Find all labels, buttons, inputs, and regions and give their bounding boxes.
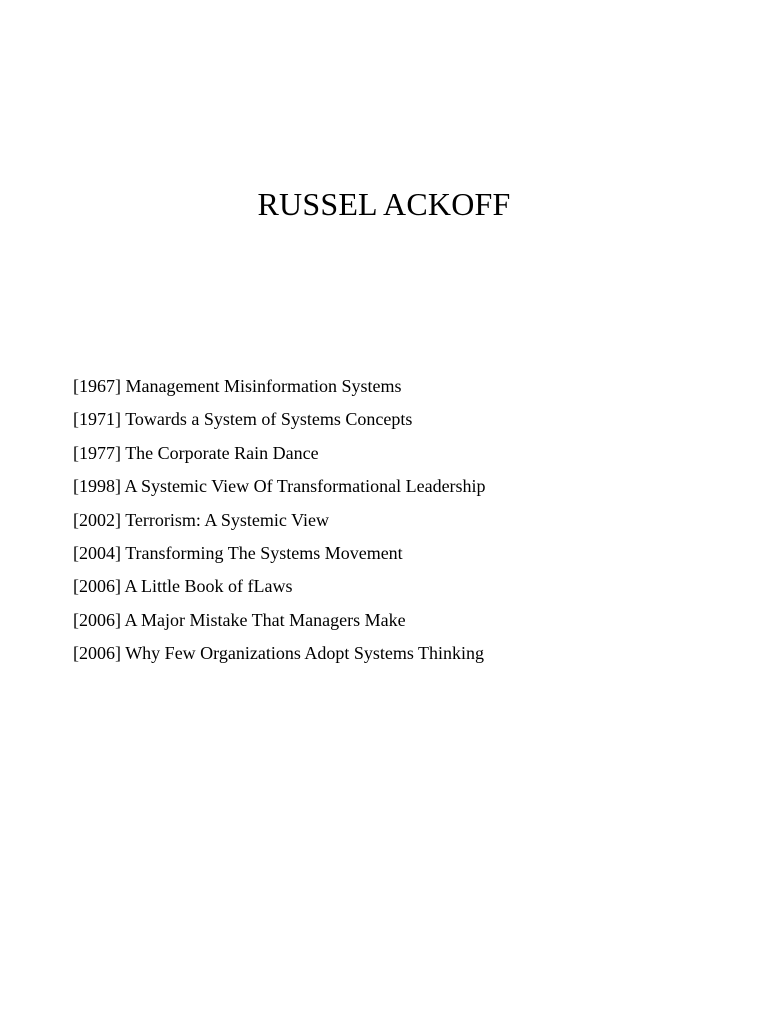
work-year: [1998] xyxy=(73,476,121,497)
page-title: RUSSEL ACKOFF xyxy=(257,186,511,222)
list-item xyxy=(73,504,486,537)
work-title: A Little Book of fLaws xyxy=(124,576,293,597)
list-item xyxy=(73,570,486,603)
work-title: Why Few Organizations Adopt Systems Thinking xyxy=(125,643,485,664)
work-title: The Corporate Rain Dance xyxy=(125,442,319,463)
work-title: Terrorism: A Systemic View xyxy=(125,509,329,530)
list-item xyxy=(73,637,486,670)
work-year: [2006] xyxy=(73,643,121,664)
list-item xyxy=(73,370,486,403)
work-title: Towards a System of Systems Concepts xyxy=(125,409,413,430)
work-title: Transforming The Systems Movement xyxy=(125,543,403,564)
work-year: [2006] xyxy=(73,576,121,597)
list-item xyxy=(73,437,486,470)
work-year: [2006] xyxy=(73,609,121,630)
work-year: [1977] xyxy=(73,442,121,463)
work-title: A Major Mistake That Managers Make xyxy=(124,609,406,630)
work-year: [2002] xyxy=(73,509,121,530)
list-item xyxy=(73,604,486,637)
work-title: A Systemic View Of Transformational Leadership xyxy=(124,476,486,497)
work-title: Management Misinformation Systems xyxy=(125,376,402,396)
work-year: [1967] xyxy=(73,376,121,396)
list-item xyxy=(73,403,486,436)
bibliography-list xyxy=(73,370,486,671)
work-year: [2004] xyxy=(73,543,121,564)
list-item xyxy=(73,537,486,570)
list-item xyxy=(73,470,486,503)
work-year: [1971] xyxy=(73,409,121,430)
